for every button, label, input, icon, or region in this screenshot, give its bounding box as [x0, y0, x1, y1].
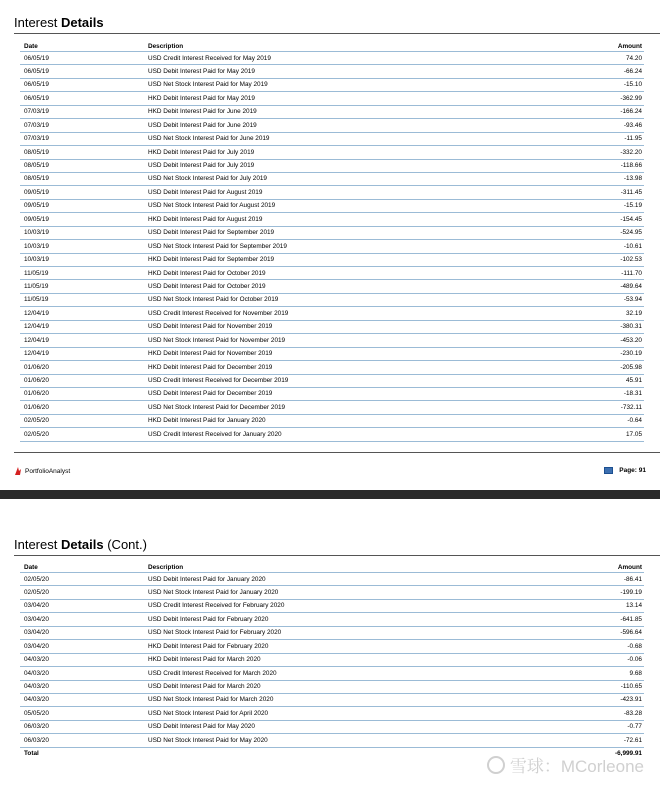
row-date: 03/04/20	[24, 615, 49, 623]
table-row	[20, 227, 644, 240]
row-description: USD Debit Interest Paid for March 2020	[148, 683, 261, 690]
table-row	[20, 667, 644, 680]
row-description: USD Debit Interest Paid for October 2019	[148, 282, 266, 290]
table-row	[20, 133, 644, 146]
table-row	[20, 52, 644, 65]
row-amount: -453.20	[620, 336, 642, 344]
row-amount: 13.14	[626, 602, 642, 610]
row-description: USD Net Stock Interest Paid for October 2019	[148, 296, 279, 304]
table-row	[20, 334, 644, 347]
row-description: HKD Debit Interest Paid for July 2019	[148, 148, 255, 156]
page-label: Page: 91	[619, 467, 646, 474]
row-date: 01/06/20	[24, 363, 49, 371]
row-amount: -93.46	[623, 121, 642, 129]
row-amount: -380.31	[620, 323, 642, 331]
row-date: 10/03/19	[24, 242, 49, 250]
header-amount: Amount	[617, 563, 642, 571]
table-row	[20, 627, 644, 640]
row-date: 09/05/19	[24, 215, 49, 223]
row-date: 06/05/19	[24, 54, 49, 62]
row-date: 06/05/19	[24, 81, 49, 89]
title-divider	[14, 33, 660, 34]
row-description: HKD Debit Interest Paid for August 2019	[148, 215, 263, 223]
row-date: 12/04/19	[24, 336, 49, 344]
row-date: 06/03/20	[24, 723, 49, 731]
row-amount: -86.41	[623, 575, 642, 583]
row-date: 12/04/19	[24, 309, 49, 317]
row-description: USD Credit Interest Received for March 2020	[148, 669, 277, 677]
table-row	[20, 600, 644, 613]
row-date: 11/05/19	[24, 269, 49, 277]
brand-name: PortfolioAnalyst	[25, 467, 71, 475]
row-amount: -230.19	[620, 350, 642, 358]
row-description: USD Debit Interest Paid for August 2019	[148, 188, 263, 196]
table-row	[20, 146, 644, 159]
row-date: 04/03/20	[24, 656, 49, 664]
row-description: USD Net Stock Interest Paid for December 2019	[148, 403, 286, 411]
row-description: USD Debit Interest Paid for May 2020	[148, 723, 255, 731]
row-amount: -489.64	[620, 282, 642, 290]
row-amount: -118.66	[620, 162, 642, 169]
row-description: USD Net Stock Interest Paid for May 2020	[148, 736, 268, 744]
row-date: 02/05/20	[24, 588, 49, 596]
row-amount: -199.19	[620, 588, 642, 596]
row-description: USD Debit Interest Paid for February 2020	[148, 615, 269, 623]
row-amount: -53.94	[623, 296, 642, 304]
row-description: USD Credit Interest Received for January 2020	[148, 430, 282, 438]
row-date: 08/05/19	[24, 175, 49, 183]
title-divider	[14, 555, 660, 556]
row-date: 08/05/19	[24, 162, 49, 169]
row-date: 12/04/19	[24, 323, 49, 331]
row-amount: 45.91	[626, 377, 642, 384]
table-row	[20, 254, 644, 267]
table-row	[20, 654, 644, 667]
row-date: 04/03/20	[24, 696, 49, 704]
row-description: USD Debit Interest Paid for May 2019	[148, 67, 255, 75]
table-row	[20, 267, 644, 280]
row-date: 01/06/20	[24, 390, 49, 398]
row-date: 09/05/19	[24, 188, 49, 196]
row-description: HKD Debit Interest Paid for June 2019	[148, 108, 257, 116]
row-description: USD Debit Interest Paid for December 2019	[148, 390, 273, 398]
table-row	[20, 119, 644, 132]
row-amount: -0.68	[627, 642, 642, 650]
page-number	[604, 467, 646, 474]
row-date: 12/04/19	[24, 350, 49, 358]
row-amount: 74.20	[626, 54, 642, 62]
row-description: USD Net Stock Interest Paid for June 2019	[148, 135, 270, 143]
table-row	[20, 307, 644, 320]
table-row	[20, 280, 644, 293]
table-row	[20, 681, 644, 694]
table-row	[20, 200, 644, 213]
row-amount: -110.65	[620, 683, 642, 690]
row-date: 10/03/19	[24, 256, 49, 264]
row-date: 11/05/19	[24, 296, 49, 304]
table-row	[20, 415, 644, 428]
table-row	[20, 65, 644, 78]
row-date: 04/03/20	[24, 669, 49, 677]
table-row	[20, 694, 644, 707]
row-description: USD Debit Interest Paid for September 2019	[148, 229, 275, 237]
row-amount: -72.61	[623, 736, 642, 744]
row-amount: -154.45	[620, 215, 642, 223]
row-amount: -15.10	[623, 81, 642, 89]
table-row	[20, 321, 644, 334]
row-description: HKD Debit Interest Paid for December 2019	[148, 363, 273, 371]
row-date: 02/05/20	[24, 430, 49, 438]
row-date: 06/05/19	[24, 94, 49, 102]
row-amount: -111.70	[621, 269, 642, 277]
table-row	[20, 428, 644, 441]
table-row	[20, 294, 644, 307]
row-date: 02/05/20	[24, 575, 49, 583]
row-amount: -0.77	[627, 723, 642, 731]
row-amount: -362.99	[620, 94, 642, 102]
row-amount: -205.98	[620, 363, 642, 371]
row-amount: -423.91	[620, 696, 642, 704]
row-description: USD Debit Interest Paid for November 2019	[148, 323, 273, 331]
table-row	[20, 613, 644, 626]
row-description: USD Credit Interest Received for May 2019	[148, 54, 271, 62]
row-date: 11/05/19	[24, 282, 49, 290]
table-row	[20, 734, 644, 747]
row-amount: -596.64	[620, 629, 642, 637]
row-amount: -311.45	[620, 188, 642, 196]
table-row	[20, 586, 644, 599]
row-amount: -11.95	[624, 135, 642, 143]
row-date: 01/06/20	[24, 377, 49, 384]
row-description: USD Net Stock Interest Paid for August 2019	[148, 202, 276, 210]
row-description: USD Debit Interest Paid for July 2019	[148, 162, 255, 169]
row-description: USD Credit Interest Received for February 2020	[148, 602, 285, 610]
header-date: Date	[24, 563, 38, 571]
table-row	[20, 348, 644, 361]
row-description: USD Net Stock Interest Paid for May 2019	[148, 81, 268, 89]
row-date: 01/06/20	[24, 403, 49, 411]
row-amount: -83.28	[623, 709, 642, 717]
table-row	[20, 160, 644, 173]
row-description: USD Debit Interest Paid for January 2020	[148, 575, 266, 583]
row-amount: -13.98	[623, 175, 642, 183]
row-description: USD Credit Interest Received for November 2019	[148, 309, 289, 317]
row-amount: -66.24	[623, 67, 642, 75]
row-date: 10/03/19	[24, 229, 49, 237]
table-row	[20, 573, 644, 586]
statement-page-2	[0, 499, 660, 787]
row-description: HKD Debit Interest Paid for October 2019	[148, 269, 266, 277]
table-row	[20, 401, 644, 414]
row-amount: -641.85	[620, 615, 642, 623]
row-date: 07/03/19	[24, 121, 49, 129]
row-amount: 9.68	[629, 669, 642, 677]
row-date: 06/05/19	[24, 67, 49, 75]
row-amount: -102.53	[620, 256, 642, 264]
watermark-text: 雪球：MCorleone	[509, 757, 644, 776]
row-description: HKD Debit Interest Paid for February 2020	[148, 642, 269, 650]
brand-logo	[14, 466, 70, 476]
row-description: HKD Debit Interest Paid for September 2019	[148, 256, 275, 264]
snowball-logo-icon	[487, 756, 505, 774]
row-description: USD Net Stock Interest Paid for September 2019	[148, 242, 287, 250]
row-description: HKD Debit Interest Paid for January 2020	[148, 417, 266, 425]
watermark	[487, 752, 644, 777]
row-description: USD Net Stock Interest Paid for January 2020	[148, 588, 279, 596]
row-date: 07/03/19	[24, 108, 49, 116]
row-date: 03/04/20	[24, 642, 49, 650]
row-date: 03/04/20	[24, 602, 49, 610]
interest-table	[20, 40, 644, 442]
row-amount: -332.20	[620, 148, 642, 156]
table-row	[20, 388, 644, 401]
section-title-cont: Interest Details (Cont.)	[14, 537, 147, 552]
table-row	[20, 361, 644, 374]
table-row	[20, 173, 644, 186]
interest-table-cont	[20, 561, 644, 761]
table-row	[20, 707, 644, 720]
row-date: 07/03/19	[24, 135, 49, 143]
table-row	[20, 79, 644, 92]
header-amount: Amount	[617, 42, 642, 50]
row-date: 02/05/20	[24, 417, 49, 425]
row-date: 03/04/20	[24, 629, 49, 637]
row-description: HKD Debit Interest Paid for March 2020	[148, 656, 261, 664]
row-description: USD Net Stock Interest Paid for July 2019	[148, 175, 267, 183]
table-row	[20, 213, 644, 226]
table-row	[20, 375, 644, 388]
row-date: 08/05/19	[24, 148, 49, 156]
page-icon	[604, 467, 613, 474]
total-label: Total	[24, 750, 39, 758]
row-amount: -732.11	[620, 403, 642, 411]
row-amount: 32.19	[626, 309, 642, 317]
table-row	[20, 240, 644, 253]
row-description: USD Debit Interest Paid for June 2019	[148, 121, 257, 129]
table-row	[20, 721, 644, 734]
section-title: Interest Details	[14, 15, 104, 30]
row-description: HKD Debit Interest Paid for November 2019	[148, 350, 273, 358]
footer-divider	[14, 452, 660, 453]
row-description: HKD Debit Interest Paid for May 2019	[148, 94, 255, 102]
row-amount: -15.19	[623, 202, 642, 210]
row-description: USD Net Stock Interest Paid for February 2020	[148, 629, 282, 637]
table-row	[20, 186, 644, 199]
row-amount: -166.24	[620, 108, 642, 116]
row-description: USD Net Stock Interest Paid for November 2019	[148, 336, 286, 344]
table-header	[20, 40, 644, 52]
row-amount: -0.06	[627, 656, 642, 664]
portfolioanalyst-logo-icon	[14, 466, 22, 476]
table-row	[20, 640, 644, 653]
row-amount: -10.61	[623, 242, 642, 250]
row-amount: 17.05	[626, 430, 642, 438]
row-amount: -18.31	[623, 390, 642, 398]
row-amount: -524.95	[620, 229, 642, 237]
table-header	[20, 561, 644, 573]
row-description: USD Credit Interest Received for December 2019	[148, 377, 289, 384]
header-description: Description	[148, 563, 184, 571]
row-amount: -0.64	[627, 417, 642, 425]
row-date: 05/05/20	[24, 709, 49, 717]
table-row	[20, 92, 644, 105]
table-row	[20, 106, 644, 119]
header-date: Date	[24, 42, 38, 50]
row-date: 06/03/20	[24, 736, 49, 744]
header-description: Description	[148, 42, 184, 50]
row-description: USD Net Stock Interest Paid for March 2020	[148, 696, 274, 704]
row-date: 09/05/19	[24, 202, 49, 210]
total-amount: -6,999.91	[614, 750, 642, 758]
row-date: 04/03/20	[24, 683, 49, 690]
row-description: USD Net Stock Interest Paid for April 2020	[148, 709, 269, 717]
